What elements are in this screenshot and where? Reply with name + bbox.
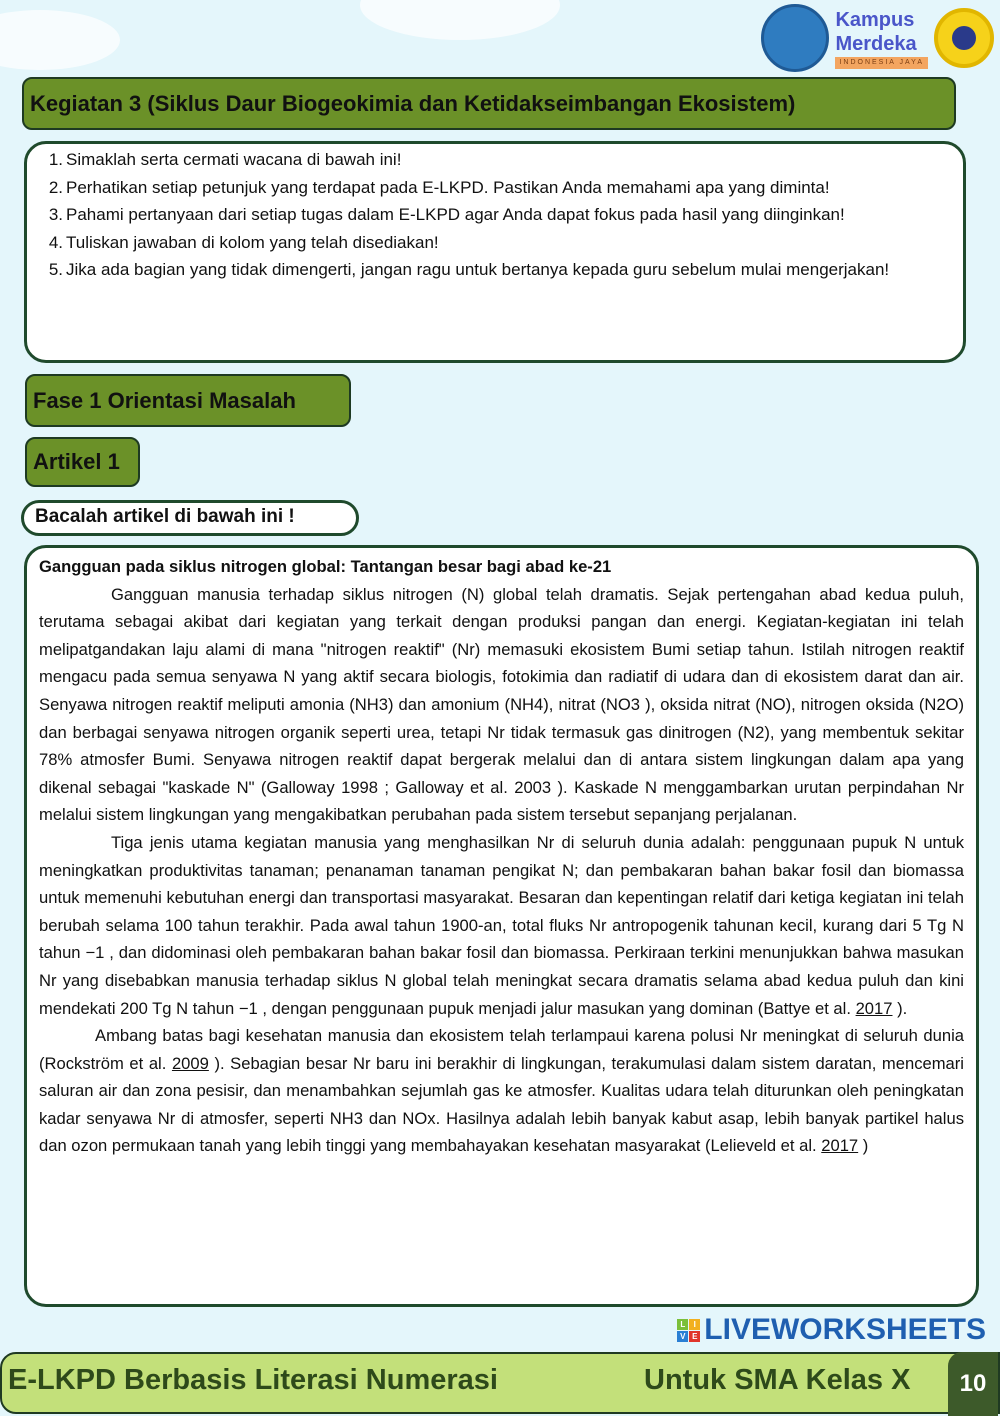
kampus-merdeka-logo (835, 8, 928, 69)
logo-letter: V (677, 1331, 688, 1342)
logo-text: Merdeka (835, 32, 917, 55)
article-paragraph (39, 1022, 964, 1160)
activity-title: Kegiatan 3 (Siklus Daur Biogeokimia dan Ketidakseimbangan Ekosistem) (22, 77, 956, 130)
instructions-box (24, 141, 966, 363)
article-title: Gangguan pada siklus nitrogen global: Tantangan besar bagi abad ke-21 (39, 557, 612, 576)
article-paragraph (39, 829, 964, 1022)
instruction-item (35, 174, 943, 202)
instruction-item (35, 146, 943, 174)
item-number: 1. (48, 150, 63, 169)
item-text: Jika ada bagian yang tidak dimengerti, jangan ragu untuk bertanya kepada guru sebelum mulai mengerjakan! (66, 260, 890, 280)
footer-title: E-LKPD Berbasis Literasi Numerasi (8, 1364, 498, 1396)
logo-text: Kampus (835, 8, 915, 31)
paragraph-text: ) (858, 1136, 869, 1156)
article-paragraph: Gangguan manusia terhadap siklus nitrogen (N) global telah dramatis. Sejak pertengahan abad kedua puluh, terutama sebagai akibat dari kegiatan yang terkait dengan produksi pangan dan energi. Kegiatan-kegiatan ini telah melipatgandakan laju alami di mana "nitrogen reaktif" (Nr) memasuki ekosistem Bumi setiap tahun. Istilah nitrogen reaktif mengacu pada semua senyawa N yang aktif secara biologis, fotokimia dan radiatif di udara dan di ekosistem darat dan air. Senyawa nitrogen reaktif meliputi amonia (NH3) dan amonium (NH4), nitrat (NO3 ), oksida nitrat (NO), nitrogen oksida (N2O) dan berbagai senyawa nitrogen organik seperti urea, tetapi Nr tidak termasuk gas dinitrogen (N2), yang membentuk sekitar 78% atmosfer Bumi. Senyawa nitrogen reaktif dapat bergerak melalui dan di antara sistem lingkungan dalam apa yang dikenal sebagai "kaskade N" (Galloway 1998 ; Galloway et al. 2003 ). Kaskade N menggambarkan urutan perpindahan Nr melalui sistem lingkungan yang mengakibatkan perubahan pada sistem tersebut sepanjang perjalanan. (39, 584, 964, 825)
page-number: 10 (948, 1352, 998, 1416)
item-number: 5. (48, 260, 63, 280)
logo-letter: I (689, 1319, 700, 1330)
kemdikbud-logo-icon (761, 4, 829, 72)
item-number: 2. (48, 177, 63, 197)
liveworksheets-logo-icon (677, 1319, 700, 1342)
paragraph-text: Ambang batas bagi kesehatan manusia dan ekosistem telah terlampaui karena polusi Nr meningkat di seluruh dunia (Rockström et al. (39, 1026, 964, 1073)
instructions-list (35, 146, 943, 284)
instruction-item (35, 256, 943, 284)
university-logo-icon (934, 8, 994, 68)
item-number: 4. (48, 232, 63, 252)
citation-link[interactable]: 2017 (855, 998, 893, 1018)
item-text: Tuliskan jawaban di kolom yang telah disediakan! (66, 232, 439, 252)
article-label: Artikel 1 (25, 437, 140, 487)
instruction-item (35, 229, 943, 257)
item-text: Simaklah serta cermati wacana di bawah ini! (66, 150, 402, 169)
cloud-decoration (0, 10, 120, 70)
footer-bar (0, 1352, 1000, 1414)
paragraph-text: Tiga jenis utama kegiatan manusia yang menghasilkan Nr di seluruh dunia adalah: penggunaan pupuk N untuk meningkatkan produktivitas tanaman; penanaman tanaman pengikat N; dan pembakaran bahan bakar fosil dan biomassa untuk memenuhi kebutuhan energi dan transportasi masyarakat. Besaran dan kepentingan relatif dari ketiga kegiatan ini telah berubah selama 100 tahun terakhir. Pada awal tahun 1900-an, total fluks Nr antropogenik tahunan kecil, kurang dari 5 Tg N tahun −1 , dan didominasi oleh pembakaran bahan bakar fosil dan biomassa. Perkiraan terkini menunjukkan bahwa masukan Nr yang disebabkan manusia terhadap siklus N global telah meningkat secara dramatis selama abad kedua puluh dan kini mendekati 200 Tg N tahun −1 , dengan penggunaan pupuk menjadi jalur masukan yang dominan (Battye et al. (39, 832, 964, 1018)
instruction-item (35, 201, 943, 229)
paragraph-text: ). (892, 998, 908, 1018)
phase-title: Fase 1 Orientasi Masalah (25, 374, 351, 427)
cloud-decoration (360, 0, 560, 40)
paragraph-text: ). Sebagian besar Nr baru ini berakhir di lingkungan, terakumulasi dalam sistem daratan, mencemari saluran air dan zona pesisir, dan menambahkan sejumlah gas ke atmosfer. Kualitas udara telah diturunkan oleh peningkatan kadar senyawa Nr di atmosfer, seperti NH3 dan NOx. Hasilnya adalah lebih banyak kabut asap, lebih banyak partikel halus dan ozon permukaan tanah yang lebih tinggi yang membahayakan kesehatan masyarakat (Lelieveld et al. (39, 1053, 964, 1156)
footer-subtitle: Untuk SMA Kelas X (644, 1364, 911, 1396)
watermark-text: LIVEWORKSHEETS (704, 1313, 986, 1346)
citation-link[interactable]: 2017 (821, 1136, 859, 1156)
logo-letter: E (689, 1331, 700, 1342)
header-logos (761, 4, 994, 72)
article-box (24, 545, 979, 1307)
item-text: Perhatikan setiap petunjuk yang terdapat pada E-LKPD. Pastikan Anda memahami apa yang diminta! (66, 177, 830, 197)
item-number: 3. (48, 205, 63, 225)
logo-tagline: INDONESIA JAYA (835, 57, 928, 69)
read-prompt: Bacalah artikel di bawah ini ! (21, 500, 359, 536)
logo-letter: L (677, 1319, 688, 1330)
citation-link[interactable]: 2009 (171, 1053, 209, 1073)
item-text: Pahami pertanyaan dari setiap tugas dalam E-LKPD agar Anda dapat fokus pada hasil yang diinginkan! (66, 205, 845, 225)
liveworksheets-watermark[interactable] (677, 1310, 986, 1350)
